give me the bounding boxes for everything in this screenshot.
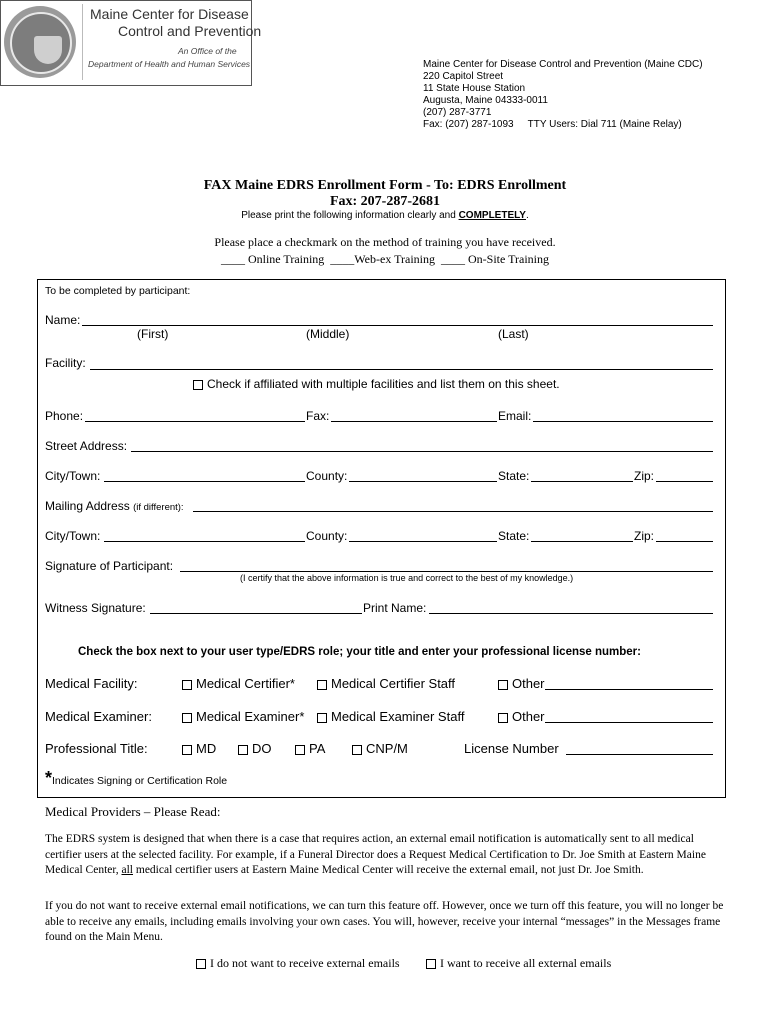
logo-title-line2: Control and Prevention <box>118 23 262 39</box>
opt-out-text: I do not want to receive external emails <box>210 956 400 970</box>
zip-label: Zip: <box>634 469 655 483</box>
md-option[interactable] <box>182 741 216 756</box>
facility-other-checkbox[interactable] <box>498 680 508 690</box>
instruction-end: . <box>525 210 529 221</box>
state-label-2: State: <box>498 529 530 543</box>
fax-title: Fax: 207-287-2681 <box>329 194 441 209</box>
phone-field[interactable] <box>85 421 305 422</box>
opt-in-checkbox[interactable] <box>426 959 436 969</box>
email-field[interactable] <box>533 421 713 422</box>
name-label: Name: <box>45 313 81 327</box>
address-block <box>423 59 703 131</box>
medical-examiner-text: Medical Examiner* <box>196 709 305 724</box>
certification-note: (I certify that the above information is true and correct to the best of my knowledge.) <box>240 573 574 583</box>
first-name-caption: (First) <box>137 327 169 341</box>
md-checkbox[interactable] <box>182 745 192 755</box>
do-checkbox[interactable] <box>238 745 248 755</box>
multi-facility-checkbox[interactable] <box>193 380 203 390</box>
medical-examiner-staff-checkbox[interactable] <box>317 713 327 723</box>
multi-facility-option[interactable] <box>193 377 560 391</box>
fax-field[interactable] <box>331 421 497 422</box>
signature-label: Signature of Participant: <box>45 559 174 573</box>
instruction-emphasis: COMPLETELY <box>458 210 526 221</box>
state-label: State: <box>498 469 530 483</box>
training-options[interactable]: ____ Online Training ____Web-ex Training ____ On-Site Training <box>220 252 550 266</box>
county-label: County: <box>306 469 348 483</box>
city-label-2: City/Town: <box>45 529 101 543</box>
witness-signature-field[interactable] <box>150 613 362 614</box>
county-label-2: County: <box>306 529 348 543</box>
state-field-2[interactable] <box>531 541 633 542</box>
training-prompt: Please place a checkmark on the method of training you have received. <box>214 235 556 249</box>
pa-option[interactable] <box>295 741 325 756</box>
name-field[interactable] <box>82 325 713 326</box>
cnp-checkbox[interactable] <box>352 745 362 755</box>
instruction-text: Please print the following information clearly and <box>241 210 459 221</box>
medical-certifier-staff-option[interactable] <box>317 676 455 691</box>
county-field[interactable] <box>349 481 497 482</box>
mailing-address-note: (if different): <box>133 502 184 513</box>
asterisk-note-text: Indicates Signing or Certification Role <box>52 775 228 787</box>
fax-label: Fax: <box>306 409 330 423</box>
license-number-label: License Number <box>464 741 559 756</box>
cnp-option[interactable] <box>352 741 408 756</box>
medical-examiner-staff-option[interactable] <box>317 709 464 724</box>
paragraph-1-text-a: The EDRS system is designed that when there is a case that requires action, an external email notification is automatically sent to all medical certifier users at the selected facility. For example, if a Funeral Director does a Request Medical Certification to Dr. Joe Smith at Eastern Maine Medical Center, <box>45 833 706 876</box>
city-field-2[interactable] <box>104 541 305 542</box>
street-address-field[interactable] <box>131 451 713 452</box>
zip-label-2: Zip: <box>634 529 655 543</box>
print-instruction <box>0 210 770 221</box>
mailing-address-field[interactable] <box>193 511 713 512</box>
providers-paragraph-2: If you do not want to receive external email notifications, we can turn this feature off. However, once we turn off this feature, you will no longer be able to receive any emails, including emails involving your own cases. You will, however, receive your internal “messages” in the Messages frame found on the Main Menu. <box>45 900 724 943</box>
examiner-other-option[interactable] <box>498 709 545 724</box>
medical-certifier-option[interactable] <box>182 676 295 691</box>
examiner-other-checkbox[interactable] <box>498 713 508 723</box>
multi-facility-text: Check if affiliated with multiple facilities and list them on this sheet. <box>207 377 560 391</box>
medical-certifier-staff-checkbox[interactable] <box>317 680 327 690</box>
logo-subtitle-line2: Department of Health and Human Services <box>88 59 251 69</box>
do-option[interactable] <box>238 741 272 756</box>
medical-certifier-staff-text: Medical Certifier Staff <box>331 676 456 691</box>
facility-other-text: Other <box>512 676 545 691</box>
examiner-other-text: Other <box>512 709 545 724</box>
state-seal-icon <box>4 6 76 78</box>
state-field[interactable] <box>531 481 633 482</box>
facility-field[interactable] <box>90 369 713 370</box>
medical-certifier-text: Medical Certifier* <box>196 676 295 691</box>
facility-other-field[interactable] <box>545 689 713 690</box>
providers-paragraph-1 <box>45 832 725 879</box>
professional-title-label: Professional Title: <box>45 741 148 756</box>
mailing-address-label <box>45 499 184 513</box>
zip-field[interactable] <box>656 481 713 482</box>
last-name-caption: (Last) <box>498 327 529 341</box>
medical-facility-label: Medical Facility: <box>45 676 138 691</box>
fax-number: Fax: (207) 287-1093 <box>423 119 514 130</box>
signature-field[interactable] <box>180 571 713 572</box>
opt-in-option[interactable] <box>426 956 611 971</box>
medical-certifier-checkbox[interactable] <box>182 680 192 690</box>
print-name-label: Print Name: <box>363 601 427 615</box>
medical-examiner-staff-text: Medical Examiner Staff <box>331 709 465 724</box>
pa-checkbox[interactable] <box>295 745 305 755</box>
medical-examiner-option[interactable] <box>182 709 304 724</box>
maine-cdc-logo <box>0 0 262 86</box>
section-label: To be completed by participant: <box>45 285 191 297</box>
witness-signature-label: Witness Signature: <box>45 601 146 615</box>
paragraph-1-emphasis: all <box>121 864 133 876</box>
paragraph-1-text-b: medical certifier users at Eastern Maine Medical Center will receive the external email, not just Dr. Joe Smith. <box>133 864 644 876</box>
address-line: Augusta, Maine 04333-0011 <box>423 95 548 106</box>
middle-name-caption: (Middle) <box>306 327 350 341</box>
do-text: DO <box>252 741 272 756</box>
opt-in-text: I want to receive all external emails <box>440 956 612 970</box>
address-line: 220 Capitol Street <box>423 71 504 82</box>
fax-tty-line <box>423 119 703 131</box>
opt-out-option[interactable] <box>196 956 400 971</box>
address-line: Maine Center for Disease Control and Prevention (Maine CDC) <box>423 59 703 70</box>
print-name-field[interactable] <box>429 613 713 614</box>
asterisk-note <box>45 768 227 789</box>
medical-examiner-checkbox[interactable] <box>182 713 192 723</box>
medical-examiner-label: Medical Examiner: <box>45 709 152 724</box>
phone-label: Phone: <box>45 409 84 423</box>
address-line: 11 State House Station <box>423 83 526 94</box>
mailing-address-text: Mailing Address <box>45 499 130 513</box>
logo-title-line1: Maine Center for Disease <box>90 6 249 22</box>
logo-divider <box>82 4 83 80</box>
zip-field-2[interactable] <box>656 541 713 542</box>
facility-label: Facility: <box>45 356 86 370</box>
county-field-2[interactable] <box>349 541 497 542</box>
email-label: Email: <box>498 409 532 423</box>
form-title: FAX Maine EDRS Enrollment Form - To: EDRS Enrollment <box>203 178 567 193</box>
role-instruction: Check the box next to your user type/EDRS role; your title and enter your professional license number: <box>78 646 641 658</box>
md-text: MD <box>196 741 217 756</box>
city-label: City/Town: <box>45 469 101 483</box>
city-field[interactable] <box>104 481 305 482</box>
address-line: (207) 287-3771 <box>423 107 492 118</box>
examiner-other-field[interactable] <box>545 722 713 723</box>
logo-subtitle-line1: An Office of the <box>178 46 237 56</box>
cnp-text: CNP/M <box>366 741 408 756</box>
tty-info: TTY Users: Dial 711 (Maine Relay) <box>527 119 682 130</box>
facility-other-option[interactable] <box>498 676 545 691</box>
street-address-label: Street Address: <box>45 439 128 453</box>
asterisk-symbol: * <box>45 768 53 788</box>
opt-out-checkbox[interactable] <box>196 959 206 969</box>
providers-heading: Medical Providers – Please Read: <box>45 804 221 819</box>
license-number-field[interactable] <box>566 754 713 755</box>
pa-text: PA <box>309 741 326 756</box>
